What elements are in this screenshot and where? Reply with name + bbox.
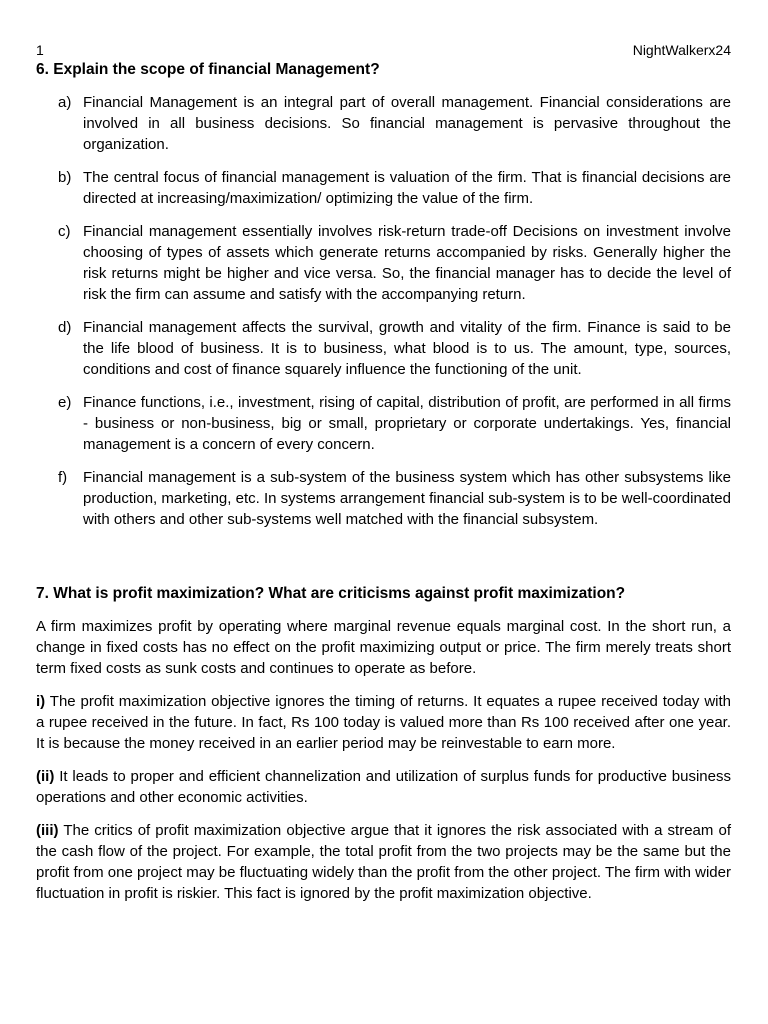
list-item bbox=[36, 92, 731, 155]
section-7-intro: A firm maximizes profit by operating where marginal revenue equals marginal cost. In the short run, a change in fixed costs has no effect on the profit maximizing output or price. The firm merely treats short term fixed costs as sunk costs and continues to operate as before. bbox=[36, 618, 731, 677]
criticism-point bbox=[36, 766, 731, 808]
list-item-text: The central focus of financial management is valuation of the firm. That is financial decisions are directed at increasing/maximization/ optimizing the value of the firm. bbox=[83, 169, 731, 207]
author-name: NightWalkerx24 bbox=[632, 42, 731, 58]
section-7 bbox=[36, 584, 731, 916]
list-item-text: Financial management is a sub-system of the business system which has other subsystems like production, marketing, etc. In systems arrangement financial sub-system is to be well-coordinated with others and other sub-systems well matched with the financial subsystem. bbox=[83, 469, 731, 528]
point-text: The critics of profit maximization objective argue that it ignores the risk associated with a stream of the cash flow of the project. For example, the total profit from the two projects may be the same but the profit from one project may be fluctuating widely than the profit from the other project. The firm with wider fluctuation in profit is riskier. This fact is ignored by the profit maximization objective. bbox=[36, 822, 731, 902]
list-marker: e) bbox=[58, 394, 72, 411]
list-marker: f) bbox=[58, 469, 68, 486]
list-item-text: Finance functions, i.e., investment, rising of capital, distribution of profit, are performed in all firms - business or non-business, big or small, proprietary or corporate undertakings. Yes, financial management is a concern of every concern. bbox=[83, 394, 731, 453]
point-marker: i) bbox=[36, 693, 46, 710]
list-item-text: Financial management essentially involves risk-return trade-off Decisions on investment involve choosing of types of assets which generate returns accompanied by risks. Generally higher the risk returns might be higher and vice versa. So, the financial manager has to decide the level of risk the firm can assume and satisfy with the accompanying return. bbox=[83, 223, 731, 303]
point-text: The profit maximization objective ignores the timing of returns. It equates a rupee received today with a rupee received in the future. In fact, Rs 100 today is valued more than Rs 100 received after one year. It is because the money received in an earlier period may be reinvestable to earn more. bbox=[36, 693, 731, 752]
list-item bbox=[36, 392, 731, 455]
list-marker: a) bbox=[58, 94, 72, 111]
scope-list bbox=[36, 92, 731, 542]
list-item bbox=[36, 221, 731, 305]
list-item-text: Financial management affects the survival, growth and vitality of the firm. Finance is said to be the life blood of business. It is to business, what blood is to us. The amount, type, sources, conditions and cost of finance squarely influence the functioning of the unit. bbox=[83, 319, 731, 378]
section-6-heading: 6. Explain the scope of financial Management? bbox=[36, 61, 380, 78]
page-number: 1 bbox=[36, 42, 44, 58]
list-marker: c) bbox=[58, 223, 71, 240]
list-item bbox=[36, 167, 731, 209]
point-marker: (ii) bbox=[36, 768, 55, 785]
section-7-heading: 7. What is profit maximization? What are criticisms against profit maximization? bbox=[36, 585, 626, 602]
list-marker: b) bbox=[58, 169, 72, 186]
criticism-point bbox=[36, 820, 731, 904]
list-item-text: Financial Management is an integral part of overall management. Financial considerations are involved in all business decisions. So financial management is pervasive throughout the organization. bbox=[83, 94, 731, 153]
point-text: It leads to proper and efficient channelization and utilization of surplus funds for productive business operations and other economic activities. bbox=[36, 768, 731, 806]
point-marker: (iii) bbox=[36, 822, 59, 839]
criticism-point bbox=[36, 691, 731, 754]
list-item bbox=[36, 317, 731, 380]
list-item bbox=[36, 467, 731, 530]
list-marker: d) bbox=[58, 319, 72, 336]
